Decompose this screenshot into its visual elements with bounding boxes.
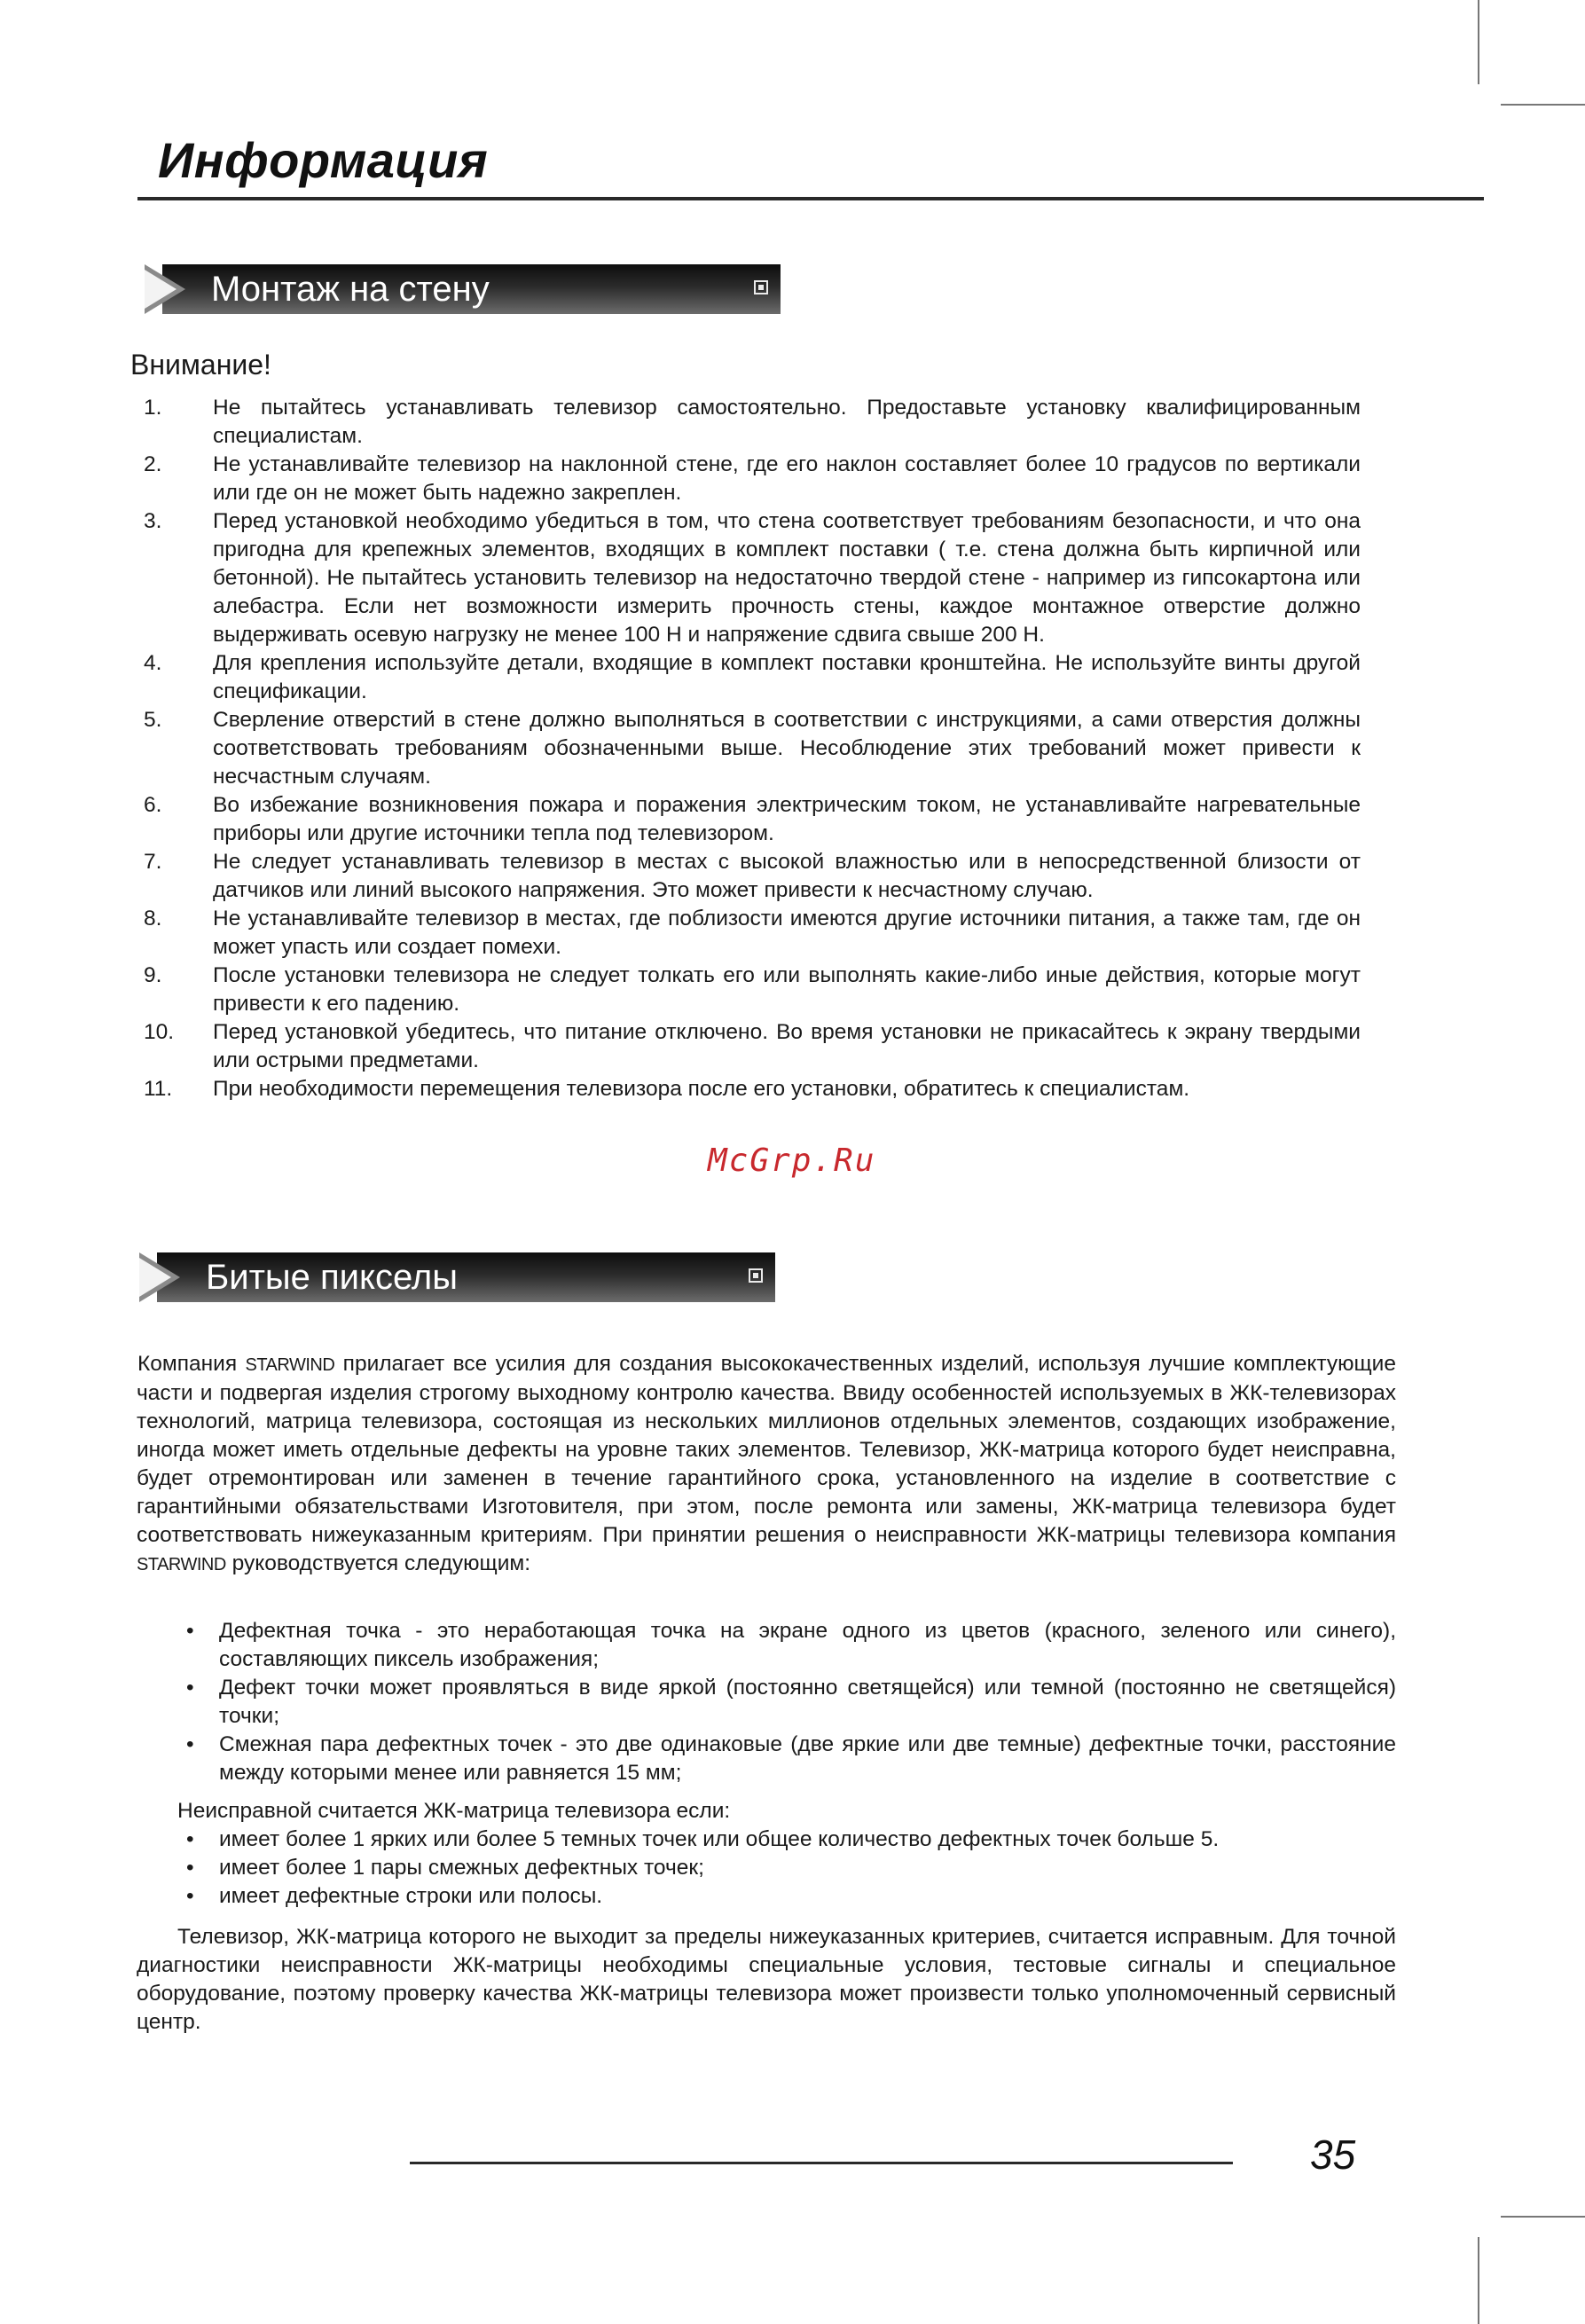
list-item: [144, 962, 1361, 1018]
intro-middle: прилагает все усилия для создания высококачественных изделий, используя лучшие комплектующие части и подвергая изделия строгому выходному контролю качества. Ввиду особенностей используемых в ЖК-телевизорах технологий, матрица телевизора, состоящая из нескольких миллионов отдельных элементов, создающих изображение, иногда может иметь отдельные дефекты на уровне таких элементов. Телевизор, ЖК-матрица которого будет неисправна, будет отремонтирован или заменен в течение гарантийного срока, установленного на изделие в соответствие с гарантийными обязательствами Изготовителя, при этом, после ремонта или замены, ЖК-матрица телевизора будет соответствовать нижеуказанным критериям. При принятии решения о неисправности ЖК-матрицы телевизора компания: [137, 1352, 1396, 1547]
crop-mark-top-horizontal: [1501, 104, 1585, 106]
list-item: [144, 394, 1361, 451]
item-number: 11.: [144, 1077, 173, 1101]
banner-title: Монтаж на стену: [211, 270, 490, 309]
item-number: 9.: [144, 963, 162, 987]
watermark: McGrp.Ru: [708, 1142, 876, 1179]
item-text: Не устанавливайте телевизор на наклонной стене, где его наклон составляет более 10 градусов по вертикали или где он не может быть надежно закреплен.: [213, 452, 1361, 505]
definitions-list: [186, 1617, 1396, 1787]
pixels-intro: [137, 1350, 1396, 1579]
item-number: 5.: [144, 708, 162, 732]
list-item: [144, 649, 1361, 706]
list-item: • имеет более 1 ярких или более 5 темных точек или общее количество дефектных точек больше 5.: [186, 1825, 1396, 1854]
list-item: [144, 905, 1361, 962]
list-item: • Дефектная точка - это неработающая точка на экране одного из цветов (красного, зеленого или синего), составляющих пиксель изображения;: [186, 1617, 1396, 1674]
item-number: 2.: [144, 452, 162, 476]
brand-name-2: STARWIND: [137, 1555, 226, 1574]
item-text: Во избежание возникновения пожара и поражения электрическим током, не устанавливайте нагревательные приборы или другие источники тепла под телевизором.: [213, 793, 1361, 845]
faulty-intro: Неисправной считается ЖК-матрица телевизора если:: [177, 1799, 731, 1823]
list-item: • имеет более 1 пары смежных дефектных точек;: [186, 1854, 1396, 1882]
list-item: [144, 451, 1361, 507]
crop-mark-bottom-horizontal: [1501, 2216, 1585, 2218]
item-number: 8.: [144, 907, 162, 930]
banner-title: Битые пикселы: [206, 1258, 458, 1297]
item-text: Для крепления используйте детали, входящие в комплект поставки кронштейна. Не используйте винты другой спецификации.: [213, 651, 1361, 703]
item-number: 4.: [144, 651, 162, 675]
page-title: Информация: [158, 132, 489, 188]
list-item: [144, 1018, 1361, 1075]
item-text: При необходимости перемещения телевизора после его установки, обратитесь к специалистам.: [213, 1077, 1190, 1101]
list-item: [144, 791, 1361, 848]
square-icon: [749, 1268, 763, 1283]
attention-heading: Внимание!: [130, 349, 271, 381]
conclusion-paragraph: Телевизор, ЖК-матрица которого не выходит за пределы нижеуказанных критериев, считается исправным. Для точной диагностики неисправности ЖК-матрицы необходимы специальные условия, тестовые сигналы и специальное оборудование, поэтому проверку качества ЖК-матрицы телевизора может произвести только уполномоченный сервисный центр.: [137, 1925, 1396, 2034]
section-banner-dead-pixels: [139, 1252, 775, 1302]
item-text: Перед установкой убедитесь, что питание отключено. Во время установки не прикасайтесь к экрану твердыми или острыми предметами.: [213, 1020, 1361, 1072]
page-number: 35: [1310, 2132, 1356, 2178]
chevron-right-inner-icon: [139, 1258, 171, 1297]
item-number: 6.: [144, 793, 162, 817]
item-text: После установки телевизора не следует толкать его или выполнять какие-либо иные действия, которые могут привести к его падению.: [213, 963, 1361, 1016]
item-number: 10.: [144, 1020, 175, 1044]
list-item: [144, 1075, 1361, 1103]
list-item: [144, 507, 1361, 649]
title-divider: [137, 197, 1484, 200]
item-text: Перед установкой необходимо убедиться в том, что стена соответствует требованиям безопасности, и что она пригодна для крепежных элементов, входящих в комплект поставки ( т.е. стена должна быть кирпичной или бетонной). Не пытайтесь установить телевизор на недостаточно твердой стене - например из гипсокартона или алебастра. Если нет возможности измерить прочность стены, каждое монтажное отверстие должно выдерживать осевую нагрузку не менее 100 Н и напряжение сдвига свыше 200 Н.: [213, 509, 1361, 647]
list-item: • имеет дефектные строки или полосы.: [186, 1882, 1396, 1911]
brand-name: STARWIND: [245, 1355, 335, 1375]
item-text: Не следует устанавливать телевизор в местах с высокой влажностью или в непосредственной близости от датчиков или линий высокого напряжения. Это может привести к несчастному случаю.: [213, 850, 1361, 902]
wall-mount-list: [144, 394, 1361, 1103]
list-item: • Дефект точки может проявляться в виде яркой (постоянно светящейся) или темной (постоянно не светящейся) точки;: [186, 1674, 1396, 1731]
item-text: Не устанавливайте телевизор в местах, где поблизости имеются другие источники питания, а также там, где он может упасть или создает помехи.: [213, 907, 1361, 959]
crop-mark-top-vertical: [1478, 0, 1479, 84]
faulty-conditions-list: [186, 1825, 1396, 1911]
item-number: 7.: [144, 850, 162, 874]
list-item: [144, 706, 1361, 791]
section-banner-wall-mount: [145, 264, 781, 314]
square-icon: [754, 280, 768, 294]
list-item: • Смежная пара дефектных точек - это две одинаковые (две яркие или две темные) дефектные точки, расстояние между которыми менее или равняется 15 мм;: [186, 1731, 1396, 1787]
intro-start: Компания: [137, 1352, 246, 1376]
item-text: Не пытайтесь устанавливать телевизор самостоятельно. Предоставьте установку квалифицированным специалистам.: [213, 396, 1361, 448]
list-item: [144, 848, 1361, 905]
item-number: 1.: [144, 396, 162, 420]
item-number: 3.: [144, 509, 162, 533]
crop-mark-bottom-vertical: [1478, 2237, 1479, 2324]
footer-divider: [410, 2162, 1233, 2164]
chevron-right-inner-icon: [145, 270, 177, 309]
intro-end: руководствуется следующим:: [225, 1551, 531, 1575]
item-text: Сверление отверстий в стене должно выполняться в соответствии с инструкциями, а сами отверстия должны соответствовать требованиям обозначенными выше. Несоблюдение этих требований может привести к несчастным случаям.: [213, 708, 1361, 789]
